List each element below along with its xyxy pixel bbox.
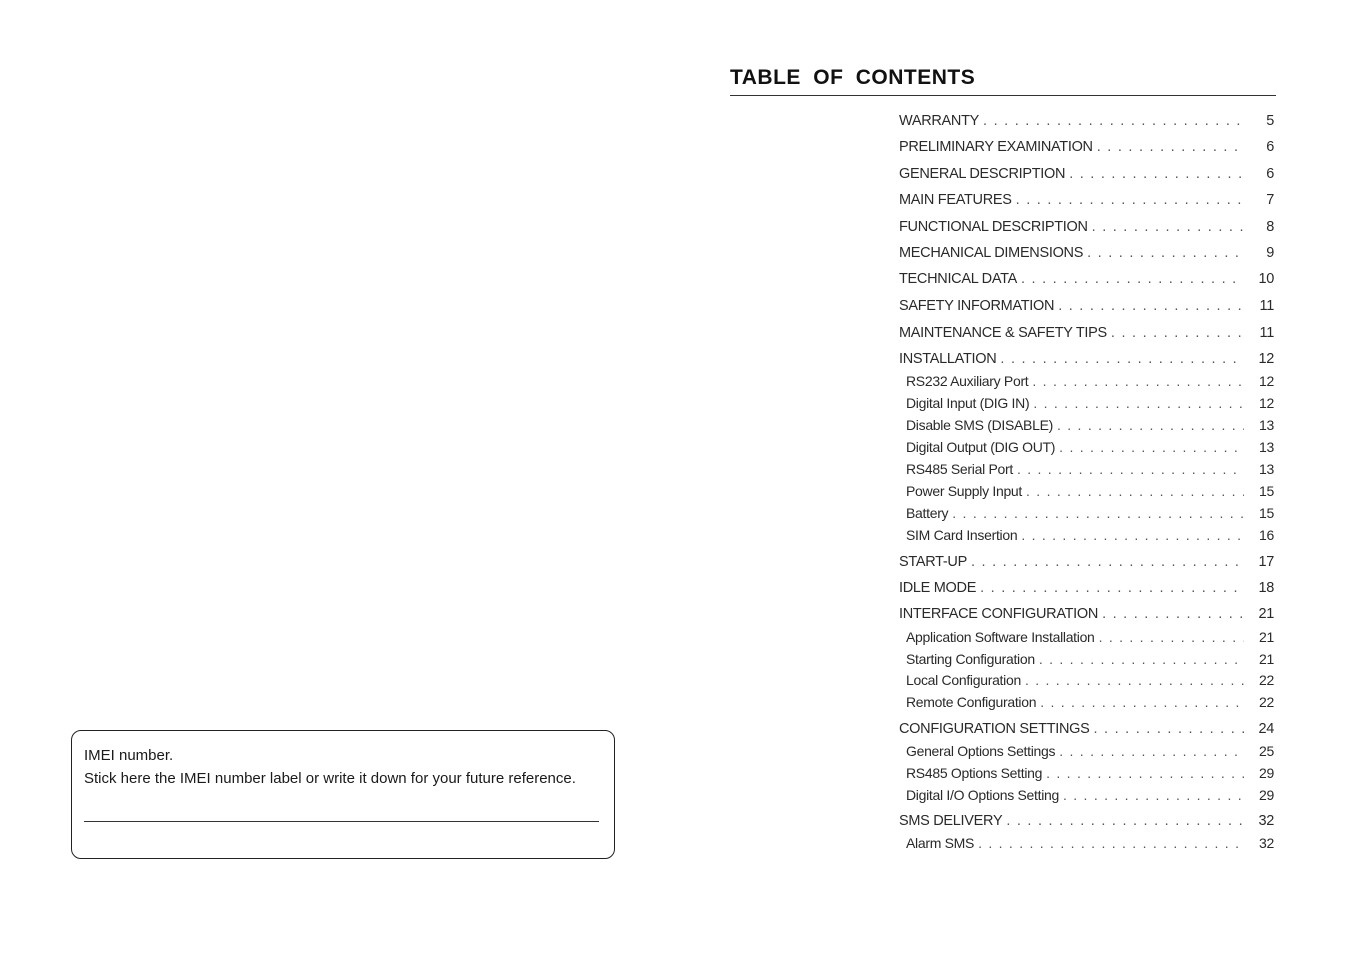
toc-leader-dots [971, 554, 1244, 570]
toc-entry-label: START-UP [899, 554, 967, 570]
toc-entry-page: 21 [1258, 606, 1274, 622]
toc-entry [899, 192, 1274, 214]
toc-entry-label: Disable SMS (DISABLE) [906, 417, 1053, 433]
toc-leader-dots [952, 505, 1244, 521]
toc-entry-page: 8 [1266, 219, 1274, 235]
toc-entry-page: 12 [1259, 373, 1274, 389]
toc-leader-dots [1026, 483, 1244, 499]
toc-entry-page: 32 [1259, 835, 1274, 851]
toc-leader-dots [1087, 245, 1244, 261]
toc-entry [906, 672, 1274, 694]
toc-entry-page: 10 [1258, 271, 1274, 287]
toc-entry [899, 351, 1274, 373]
toc-entry-page: 13 [1259, 461, 1274, 477]
toc-entry-label: Digital Input (DIG IN) [906, 395, 1030, 411]
imei-instruction: Stick here the IMEI number label or write it down for your future reference. [84, 770, 576, 787]
toc-entry-label: MAINTENANCE & SAFETY TIPS [899, 325, 1107, 341]
toc-leader-dots [1111, 325, 1244, 341]
toc-leader-dots [1000, 351, 1244, 367]
toc-leader-dots [1021, 271, 1244, 287]
toc-entry-page: 18 [1258, 580, 1274, 596]
toc-entry [906, 373, 1274, 395]
toc-entry-label: INTERFACE CONFIGURATION [899, 606, 1099, 622]
toc-entry [906, 743, 1274, 765]
toc-leader-dots [1032, 373, 1244, 389]
toc-entry [906, 835, 1274, 857]
toc-entry-page: 15 [1259, 483, 1274, 499]
toc-leader-dots [978, 835, 1244, 851]
toc-entry-page: 29 [1259, 765, 1274, 781]
toc-entry-label: RS485 Serial Port [906, 461, 1013, 477]
toc-leader-dots [1057, 417, 1244, 433]
toc-leader-dots [1102, 606, 1244, 622]
toc-entry [906, 505, 1274, 527]
toc-entry [899, 139, 1274, 161]
toc-entry [906, 439, 1274, 461]
toc-entry-label: FUNCTIONAL DESCRIPTION [899, 219, 1088, 235]
toc-entry-label: TECHNICAL DATA [899, 271, 1017, 287]
toc-leader-dots [1092, 219, 1244, 235]
toc-entry-label: RS232 Auxiliary Port [906, 373, 1029, 389]
toc-entry-page: 17 [1258, 554, 1274, 570]
toc-leader-dots [1046, 765, 1244, 781]
toc-entry-label: Alarm SMS [906, 835, 975, 851]
toc-entry [899, 219, 1274, 241]
toc-leader-dots [1094, 721, 1245, 737]
toc-leader-dots [1016, 192, 1244, 208]
toc-entry-label: RS485 Options Setting [906, 765, 1043, 781]
imei-title: IMEI number. [84, 747, 174, 764]
toc-entry-label: General Options Settings [906, 743, 1056, 759]
toc-entry-label: WARRANTY [899, 113, 980, 129]
toc-entry-page: 7 [1266, 192, 1274, 208]
toc-entry-label: Starting Configuration [906, 651, 1035, 667]
toc-leader-dots [1025, 672, 1244, 688]
toc-entry-label: SMS DELIVERY [899, 813, 1003, 829]
toc-entry-page: 15 [1259, 505, 1274, 521]
toc-entry-label: CONFIGURATION SETTINGS [899, 721, 1090, 737]
toc-entry-label: SIM Card Insertion [906, 527, 1018, 543]
toc-entry [906, 461, 1274, 483]
toc-entry [899, 166, 1274, 188]
toc-entry [899, 245, 1274, 267]
toc-entry-page: 13 [1259, 439, 1274, 455]
toc-entry-page: 29 [1259, 787, 1274, 803]
toc-leader-dots [1006, 813, 1244, 829]
toc-entry [899, 813, 1274, 835]
toc-entry-label: PRELIMINARY EXAMINATION [899, 139, 1093, 155]
toc-entry [906, 651, 1274, 673]
toc-entry [899, 554, 1274, 576]
toc-leader-dots [980, 580, 1244, 596]
toc-leader-dots [1017, 461, 1244, 477]
toc-entry-label: SAFETY INFORMATION [899, 298, 1055, 314]
toc-entry-label: Remote Configuration [906, 694, 1037, 710]
toc-leader-dots [1040, 694, 1244, 710]
toc-leader-dots [1058, 298, 1244, 314]
toc-entry-label: MECHANICAL DIMENSIONS [899, 245, 1084, 261]
toc-entry [899, 606, 1274, 628]
toc-entry-page: 22 [1259, 672, 1274, 688]
toc-entry [906, 395, 1274, 417]
toc-entry-label: GENERAL DESCRIPTION [899, 166, 1066, 182]
toc-leader-dots [1059, 439, 1244, 455]
toc-entry [906, 787, 1274, 809]
toc-entry-page: 12 [1258, 351, 1274, 367]
toc-leader-dots [1099, 629, 1244, 645]
toc-entry-page: 9 [1266, 245, 1274, 261]
toc-entry [899, 113, 1274, 135]
toc-entry-page: 22 [1259, 694, 1274, 710]
toc-entry [906, 629, 1274, 651]
toc-entry-page: 6 [1266, 139, 1274, 155]
toc-entry-page: 11 [1259, 298, 1274, 314]
toc-entry-label: Local Configuration [906, 672, 1021, 688]
toc-entry-page: 5 [1266, 113, 1274, 129]
toc-entry-label: IDLE MODE [899, 580, 977, 596]
toc-entry-page: 21 [1259, 629, 1274, 645]
toc-entry [899, 580, 1274, 602]
toc-leader-dots [1069, 166, 1244, 182]
toc-entry [906, 483, 1274, 505]
toc-entry [906, 417, 1274, 439]
toc-entry-page: 21 [1259, 651, 1274, 667]
toc-leader-dots [1033, 395, 1244, 411]
toc-entry [906, 765, 1274, 787]
toc-entry-page: 25 [1259, 743, 1274, 759]
toc-leader-dots [1059, 743, 1244, 759]
toc-entry-page: 12 [1259, 395, 1274, 411]
toc-entry [899, 298, 1274, 320]
toc-entry-label: MAIN FEATURES [899, 192, 1012, 208]
toc-entry [906, 527, 1274, 549]
toc-entry-page: 13 [1259, 417, 1274, 433]
toc-entry [899, 325, 1274, 347]
toc-entry-label: Application Software Installation [906, 629, 1095, 645]
toc-entry-label: Digital I/O Options Setting [906, 787, 1059, 803]
toc-entry-page: 24 [1258, 721, 1274, 737]
toc-leader-dots [1097, 139, 1244, 155]
toc-entry-page: 16 [1259, 527, 1274, 543]
toc-leader-dots [1021, 527, 1244, 543]
toc-entry [899, 271, 1274, 293]
toc-leader-dots [1039, 651, 1244, 667]
toc-entry-page: 6 [1266, 166, 1274, 182]
toc-entry [899, 721, 1274, 743]
toc-entry-page: 11 [1259, 325, 1274, 341]
toc-entry-label: Battery [906, 505, 949, 521]
toc-entry-page: 32 [1258, 813, 1274, 829]
toc-entry-label: Digital Output (DIG OUT) [906, 439, 1056, 455]
toc-leader-dots [983, 113, 1244, 129]
toc-entry-label: Power Supply Input [906, 483, 1023, 499]
toc-title: TABLE OF CONTENTS [730, 66, 976, 89]
toc-entry-label: INSTALLATION [899, 351, 997, 367]
toc-leader-dots [1063, 787, 1244, 803]
toc-entry [906, 694, 1274, 716]
